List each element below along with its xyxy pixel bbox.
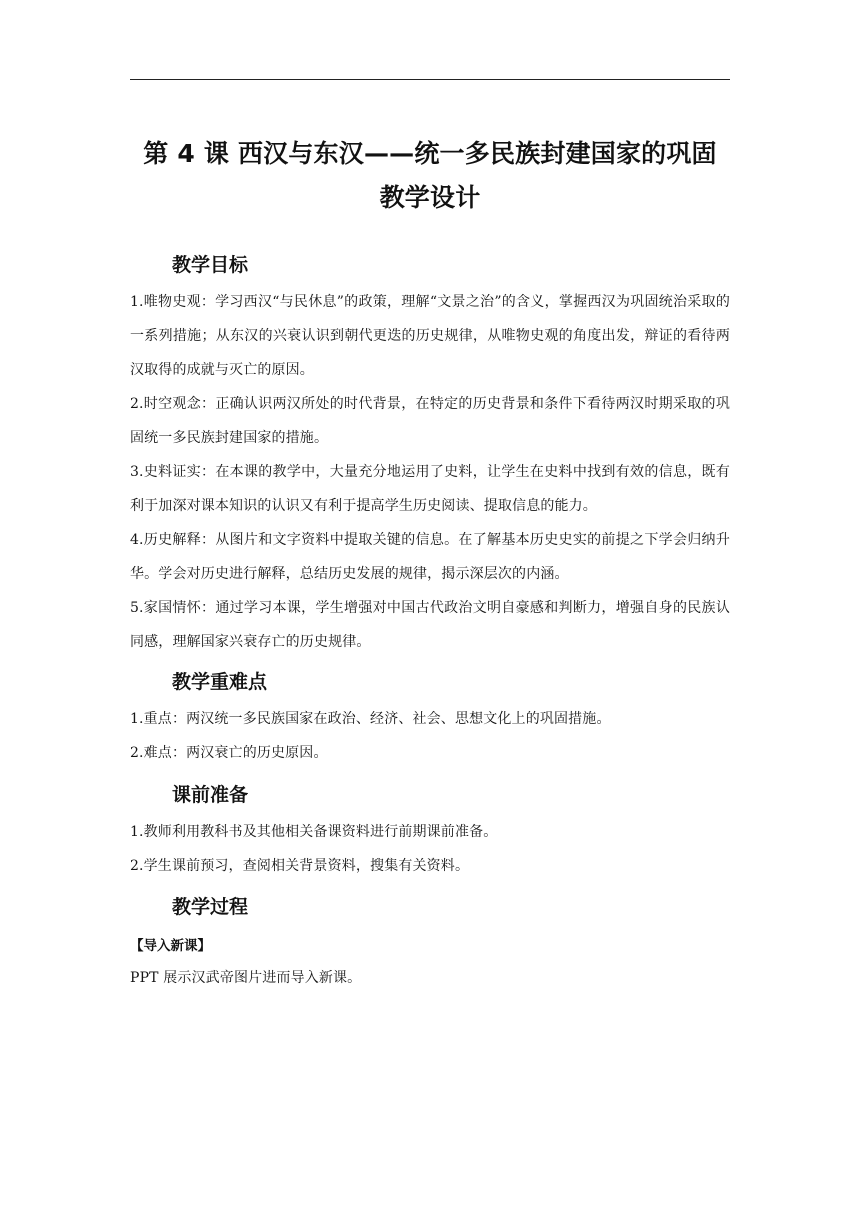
objective-item-5: 5.家国情怀：通过学习本课，学生增强对中国古代政治文明自豪感和判断力，增强自身的民族认同感，理解国家兴衰存亡的历史规律。 (130, 600, 730, 650)
key-points-heading: 教学重难点 (172, 671, 268, 693)
preparation-item-1: 1.教师利用教科书及其他相关备课资料进行前期课前准备。 (130, 824, 498, 840)
key-point-item-1: 1.重点：两汉统一多民族国家在政治、经济、社会、思想文化上的巩固措施。 (130, 711, 611, 727)
objective-item-1: 1.唯物史观：学习西汉“与民休息”的政策，理解“文景之治”的含义，掌握西汉为巩固统治采取的一系列措施；从东汉的兴衰认识到朝代更迭的历史规律，从唯物史观的角度出发，辩证的看待两汉取得的成就与灭亡的原因。 (130, 294, 730, 378)
process-heading: 教学过程 (172, 896, 249, 918)
document-title-line1: 第 4 课 西汉与东汉——统一多民族封建国家的巩固 (143, 139, 717, 168)
objective-item-3: 3.史料证实：在本课的教学中，大量充分地运用了史料，让学生在史料中找到有效的信息，既有利于加深对课本知识的认识又有利于提高学生历史阅读、提取信息的能力。 (130, 464, 730, 514)
objective-item-4: 4.历史解释：从图片和文字资料中提取关键的信息。在了解基本历史史实的前提之下学会归纳升华。学会对历史进行解释，总结历史发展的规律，揭示深层次的内涵。 (130, 532, 730, 582)
document-title-line2: 教学设计 (379, 183, 481, 212)
preparation-heading: 课前准备 (172, 784, 249, 806)
intro-text: PPT 展示汉武帝图片进而导入新课。 (130, 970, 362, 986)
key-point-item-2: 2.难点：两汉衰亡的历史原因。 (130, 745, 328, 761)
preparation-item-2: 2.学生课前预习，查阅相关背景资料，搜集有关资料。 (130, 858, 470, 874)
objective-item-2: 2.时空观念：正确认识两汉所处的时代背景，在特定的历史背景和条件下看待两汉时期采取的巩固统一多民族封建国家的措施。 (130, 396, 730, 446)
objectives-heading: 教学目标 (172, 254, 249, 276)
header-rule (130, 79, 730, 80)
intro-subheading: 【导入新课】 (130, 938, 211, 954)
